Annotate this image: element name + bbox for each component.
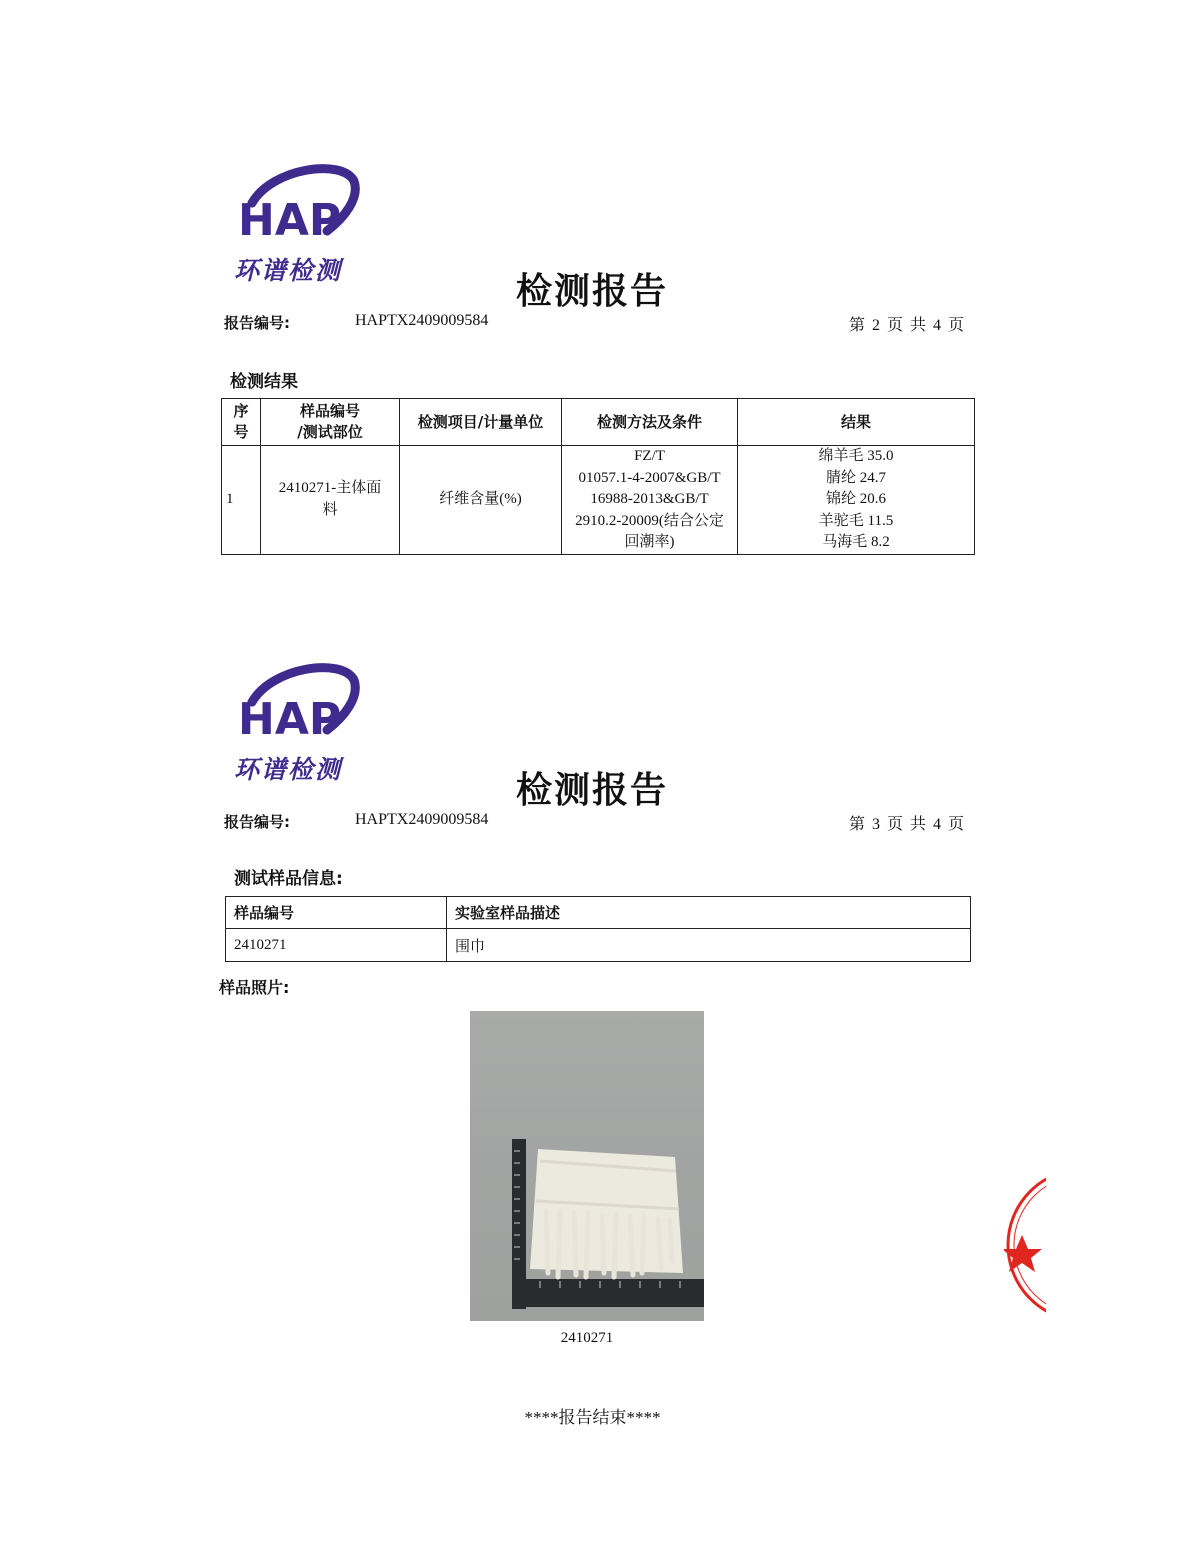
sample-info-table (225, 896, 971, 962)
header-seq-line1: 序 (233, 402, 249, 420)
company-seal-stamp (1004, 1165, 1046, 1325)
page-mid2: 共 (910, 816, 928, 833)
section-title-sample-info: 测试样品信息: (234, 869, 343, 889)
hap-logo-graphic (232, 662, 362, 752)
method-line: 01057.1-4-2007&GB/T (578, 469, 721, 486)
sample-header-row (226, 897, 971, 929)
result-line: 马海毛 8.2 (822, 534, 890, 550)
cell-seq: 1 (222, 446, 261, 555)
page-post: 页 (948, 317, 966, 334)
logo-chinese-name: 环谱检测 (234, 256, 343, 285)
result-line: 羊驼毛 11.5 (818, 512, 894, 529)
header-sample-line2: /测试部位 (297, 423, 363, 441)
page-number: 3 (872, 816, 882, 833)
page-post: 页 (948, 816, 966, 833)
page-pre: 第 (849, 816, 867, 833)
company-logo (232, 163, 362, 293)
page-mid1: 页 (887, 317, 905, 334)
section-title-results: 检测结果 (230, 372, 298, 392)
page-total: 4 (933, 317, 943, 334)
hap-logo-graphic (232, 163, 362, 253)
logo-letters: HAP (238, 195, 342, 246)
header-sample (261, 399, 400, 446)
page-indicator (846, 312, 968, 335)
seal-graphic (1004, 1165, 1046, 1325)
results-header-row (222, 399, 975, 446)
cell-sample-line2: 料 (322, 501, 338, 518)
report-title: 检测报告 (515, 770, 668, 811)
header-description: 实验室样品描述 (447, 897, 971, 929)
photo-caption: 2410271 (560, 1330, 614, 1346)
header-sample-no: 样品编号 (226, 897, 447, 929)
cell-sample-no: 2410271 (226, 929, 447, 962)
table-row (222, 446, 975, 555)
cell-description: 围巾 (447, 929, 971, 962)
method-line: 16988-2013&GB/T (590, 491, 709, 507)
page-indicator (846, 811, 968, 834)
page-pre: 第 (849, 317, 867, 334)
cell-method (562, 446, 738, 555)
header-method: 检测方法及条件 (562, 399, 738, 446)
header-seq (222, 399, 261, 446)
report-number-label: 报告编号: (224, 314, 290, 332)
header-sample-line1: 样品编号 (299, 402, 360, 420)
cell-results (738, 446, 975, 555)
report-title: 检测报告 (515, 271, 668, 312)
result-line: 腈纶 24.7 (825, 469, 886, 486)
photo-label: 样品照片: (219, 978, 290, 997)
cell-item: 纤维含量(%) (400, 446, 562, 555)
scarf-photo-graphic (470, 1011, 704, 1321)
header-item: 检测项目/计量单位 (400, 399, 562, 446)
page-mid2: 共 (910, 317, 928, 334)
header-seq-line2: 号 (233, 423, 249, 441)
sample-photo (470, 1011, 704, 1321)
cell-sample (261, 446, 400, 555)
table-row (226, 929, 971, 962)
report-number-label: 报告编号: (224, 813, 290, 831)
result-line: 锦纶 20.6 (825, 491, 886, 507)
header-result: 结果 (738, 399, 975, 446)
method-line: 2910.2-20009(结合公定 (575, 512, 724, 529)
page-mid1: 页 (887, 816, 905, 833)
results-table (221, 398, 975, 555)
report-number: HAPTX2409009584 (355, 811, 489, 828)
method-line: FZ/T (634, 448, 665, 464)
cell-sample-line1: 2410271-主体面 (278, 480, 382, 497)
logo-chinese-name: 环谱检测 (234, 755, 343, 784)
page-total: 4 (933, 816, 943, 833)
method-line: 回潮率) (624, 534, 675, 550)
report-end-note: ****报告结束**** (524, 1408, 661, 1427)
result-line: 绵羊毛 35.0 (818, 448, 894, 464)
company-logo (232, 662, 362, 792)
logo-letters: HAP (238, 694, 342, 745)
report-number: HAPTX2409009584 (355, 312, 489, 329)
page-number: 2 (872, 317, 882, 334)
